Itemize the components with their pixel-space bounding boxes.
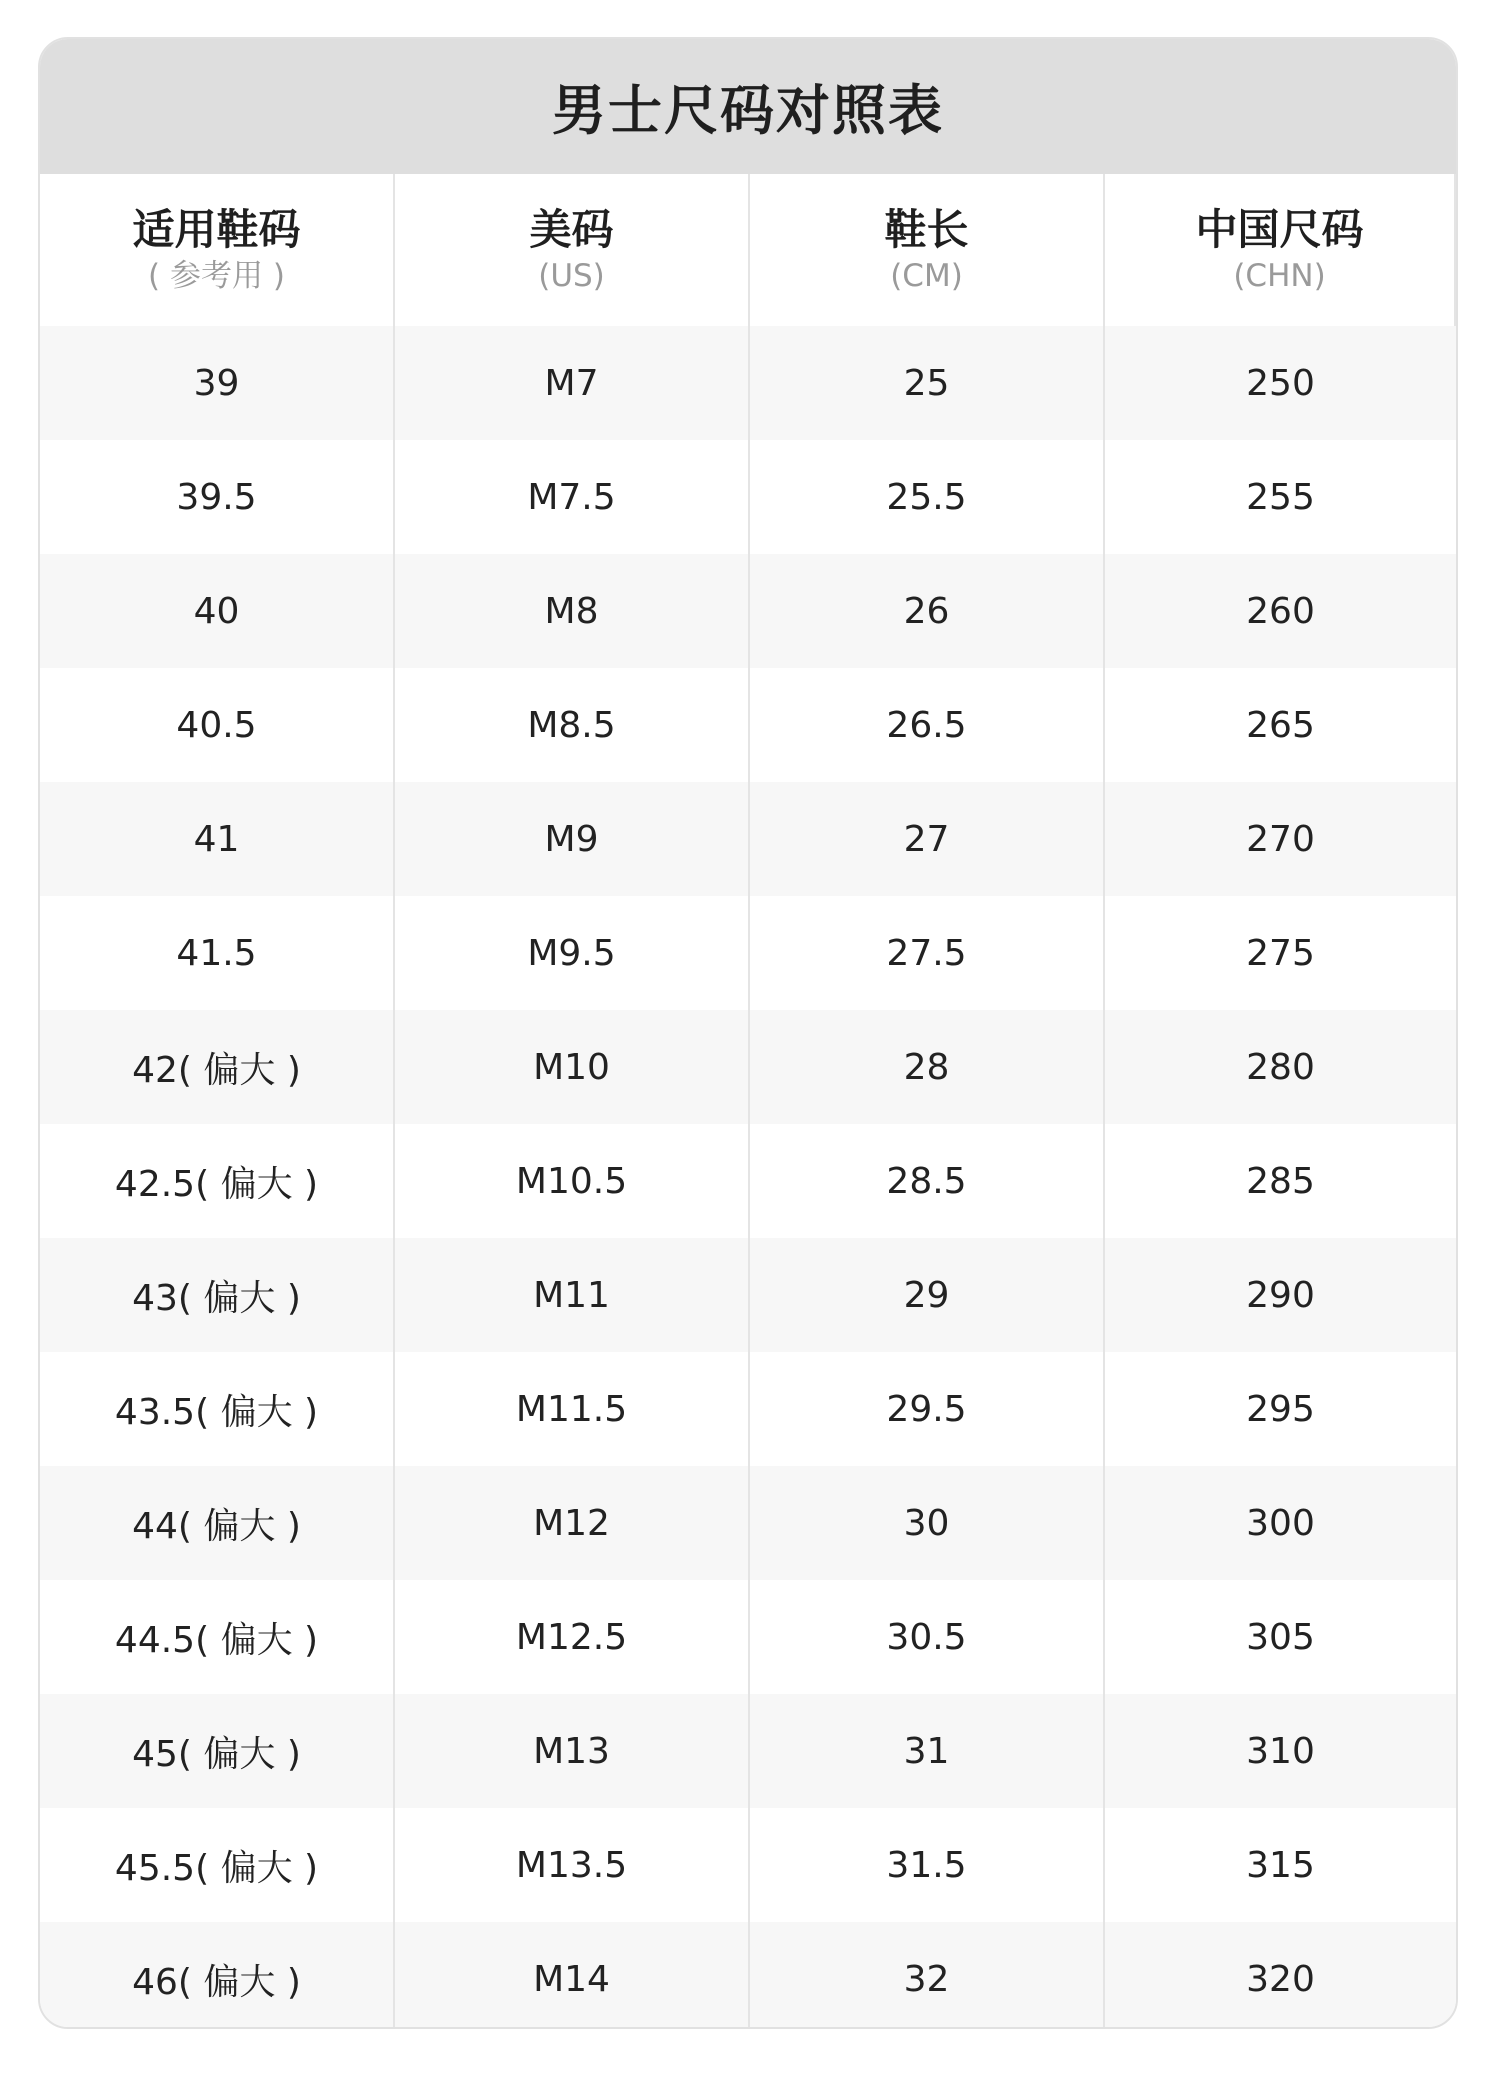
cell-foot-length: 29 [750,1238,1105,1352]
cell-chn-size: 315 [1105,1808,1456,1922]
cell-us-size: M10.5 [395,1124,750,1238]
cell-foot-length: 28 [750,1010,1105,1124]
cell-us-size: M7 [395,326,750,440]
cell-us-size: M12.5 [395,1580,750,1694]
cell-us-size: M9 [395,782,750,896]
header-label: 中国尺码 [1195,205,1364,254]
cell-chn-size: 250 [1105,326,1456,440]
cell-eu-size: 39 [40,326,395,440]
cell-eu-size: 39.5 [40,440,395,554]
cell-eu-size: 43.5( 偏大 ) [40,1352,395,1466]
cell-eu-size: 43( 偏大 ) [40,1238,395,1352]
cell-us-size: M9.5 [395,896,750,1010]
cell-chn-size: 260 [1105,554,1456,668]
cell-foot-length: 25.5 [750,440,1105,554]
cell-chn-size: 290 [1105,1238,1456,1352]
cell-us-size: M8 [395,554,750,668]
cell-eu-size: 46( 偏大 ) [40,1922,395,2029]
cell-foot-length: 29.5 [750,1352,1105,1466]
cell-chn-size: 310 [1105,1694,1456,1808]
cell-foot-length: 28.5 [750,1124,1105,1238]
cell-chn-size: 295 [1105,1352,1456,1466]
cell-eu-size: 41 [40,782,395,896]
cell-foot-length: 32 [750,1922,1105,2029]
cell-chn-size: 275 [1105,896,1456,1010]
cell-foot-length: 26 [750,554,1105,668]
cell-us-size: M12 [395,1466,750,1580]
cell-eu-size: 42.5( 偏大 ) [40,1124,395,1238]
header-eu-size [40,174,395,326]
header-chn-size [1105,174,1456,326]
cell-eu-size: 44( 偏大 ) [40,1466,395,1580]
cell-eu-size: 45( 偏大 ) [40,1694,395,1808]
header-sublabel: ( 参考用 ) [148,258,285,294]
cell-us-size: M10 [395,1010,750,1124]
cell-chn-size: 280 [1105,1010,1456,1124]
cell-chn-size: 270 [1105,782,1456,896]
cell-us-size: M8.5 [395,668,750,782]
cell-foot-length: 25 [750,326,1105,440]
header-label: 鞋长 [884,205,969,254]
cell-foot-length: 31.5 [750,1808,1105,1922]
cell-foot-length: 27 [750,782,1105,896]
cell-chn-size: 300 [1105,1466,1456,1580]
cell-foot-length: 27.5 [750,896,1105,1010]
cell-eu-size: 45.5( 偏大 ) [40,1808,395,1922]
cell-us-size: M11 [395,1238,750,1352]
size-table [40,174,1456,2029]
header-sublabel: (CHN) [1233,258,1326,294]
cell-foot-length: 26.5 [750,668,1105,782]
cell-eu-size: 42( 偏大 ) [40,1010,395,1124]
cell-chn-size: 305 [1105,1580,1456,1694]
cell-us-size: M11.5 [395,1352,750,1466]
cell-chn-size: 285 [1105,1124,1456,1238]
header-foot-length [750,174,1105,326]
cell-eu-size: 44.5( 偏大 ) [40,1580,395,1694]
cell-us-size: M13 [395,1694,750,1808]
cell-chn-size: 265 [1105,668,1456,782]
cell-us-size: M14 [395,1922,750,2029]
cell-foot-length: 30.5 [750,1580,1105,1694]
size-chart-card [38,37,1458,2029]
cell-foot-length: 31 [750,1694,1105,1808]
header-sublabel: (CM) [890,258,963,294]
header-label: 美码 [529,205,614,254]
cell-foot-length: 30 [750,1466,1105,1580]
cell-us-size: M7.5 [395,440,750,554]
header-us-size [395,174,750,326]
cell-chn-size: 255 [1105,440,1456,554]
header-sublabel: (US) [538,258,605,294]
cell-eu-size: 41.5 [40,896,395,1010]
title-bar [40,39,1456,174]
cell-eu-size: 40.5 [40,668,395,782]
cell-chn-size: 320 [1105,1922,1456,2029]
cell-us-size: M13.5 [395,1808,750,1922]
cell-eu-size: 40 [40,554,395,668]
header-label: 适用鞋码 [132,205,301,254]
chart-title: 男士尺码对照表 [552,79,944,142]
